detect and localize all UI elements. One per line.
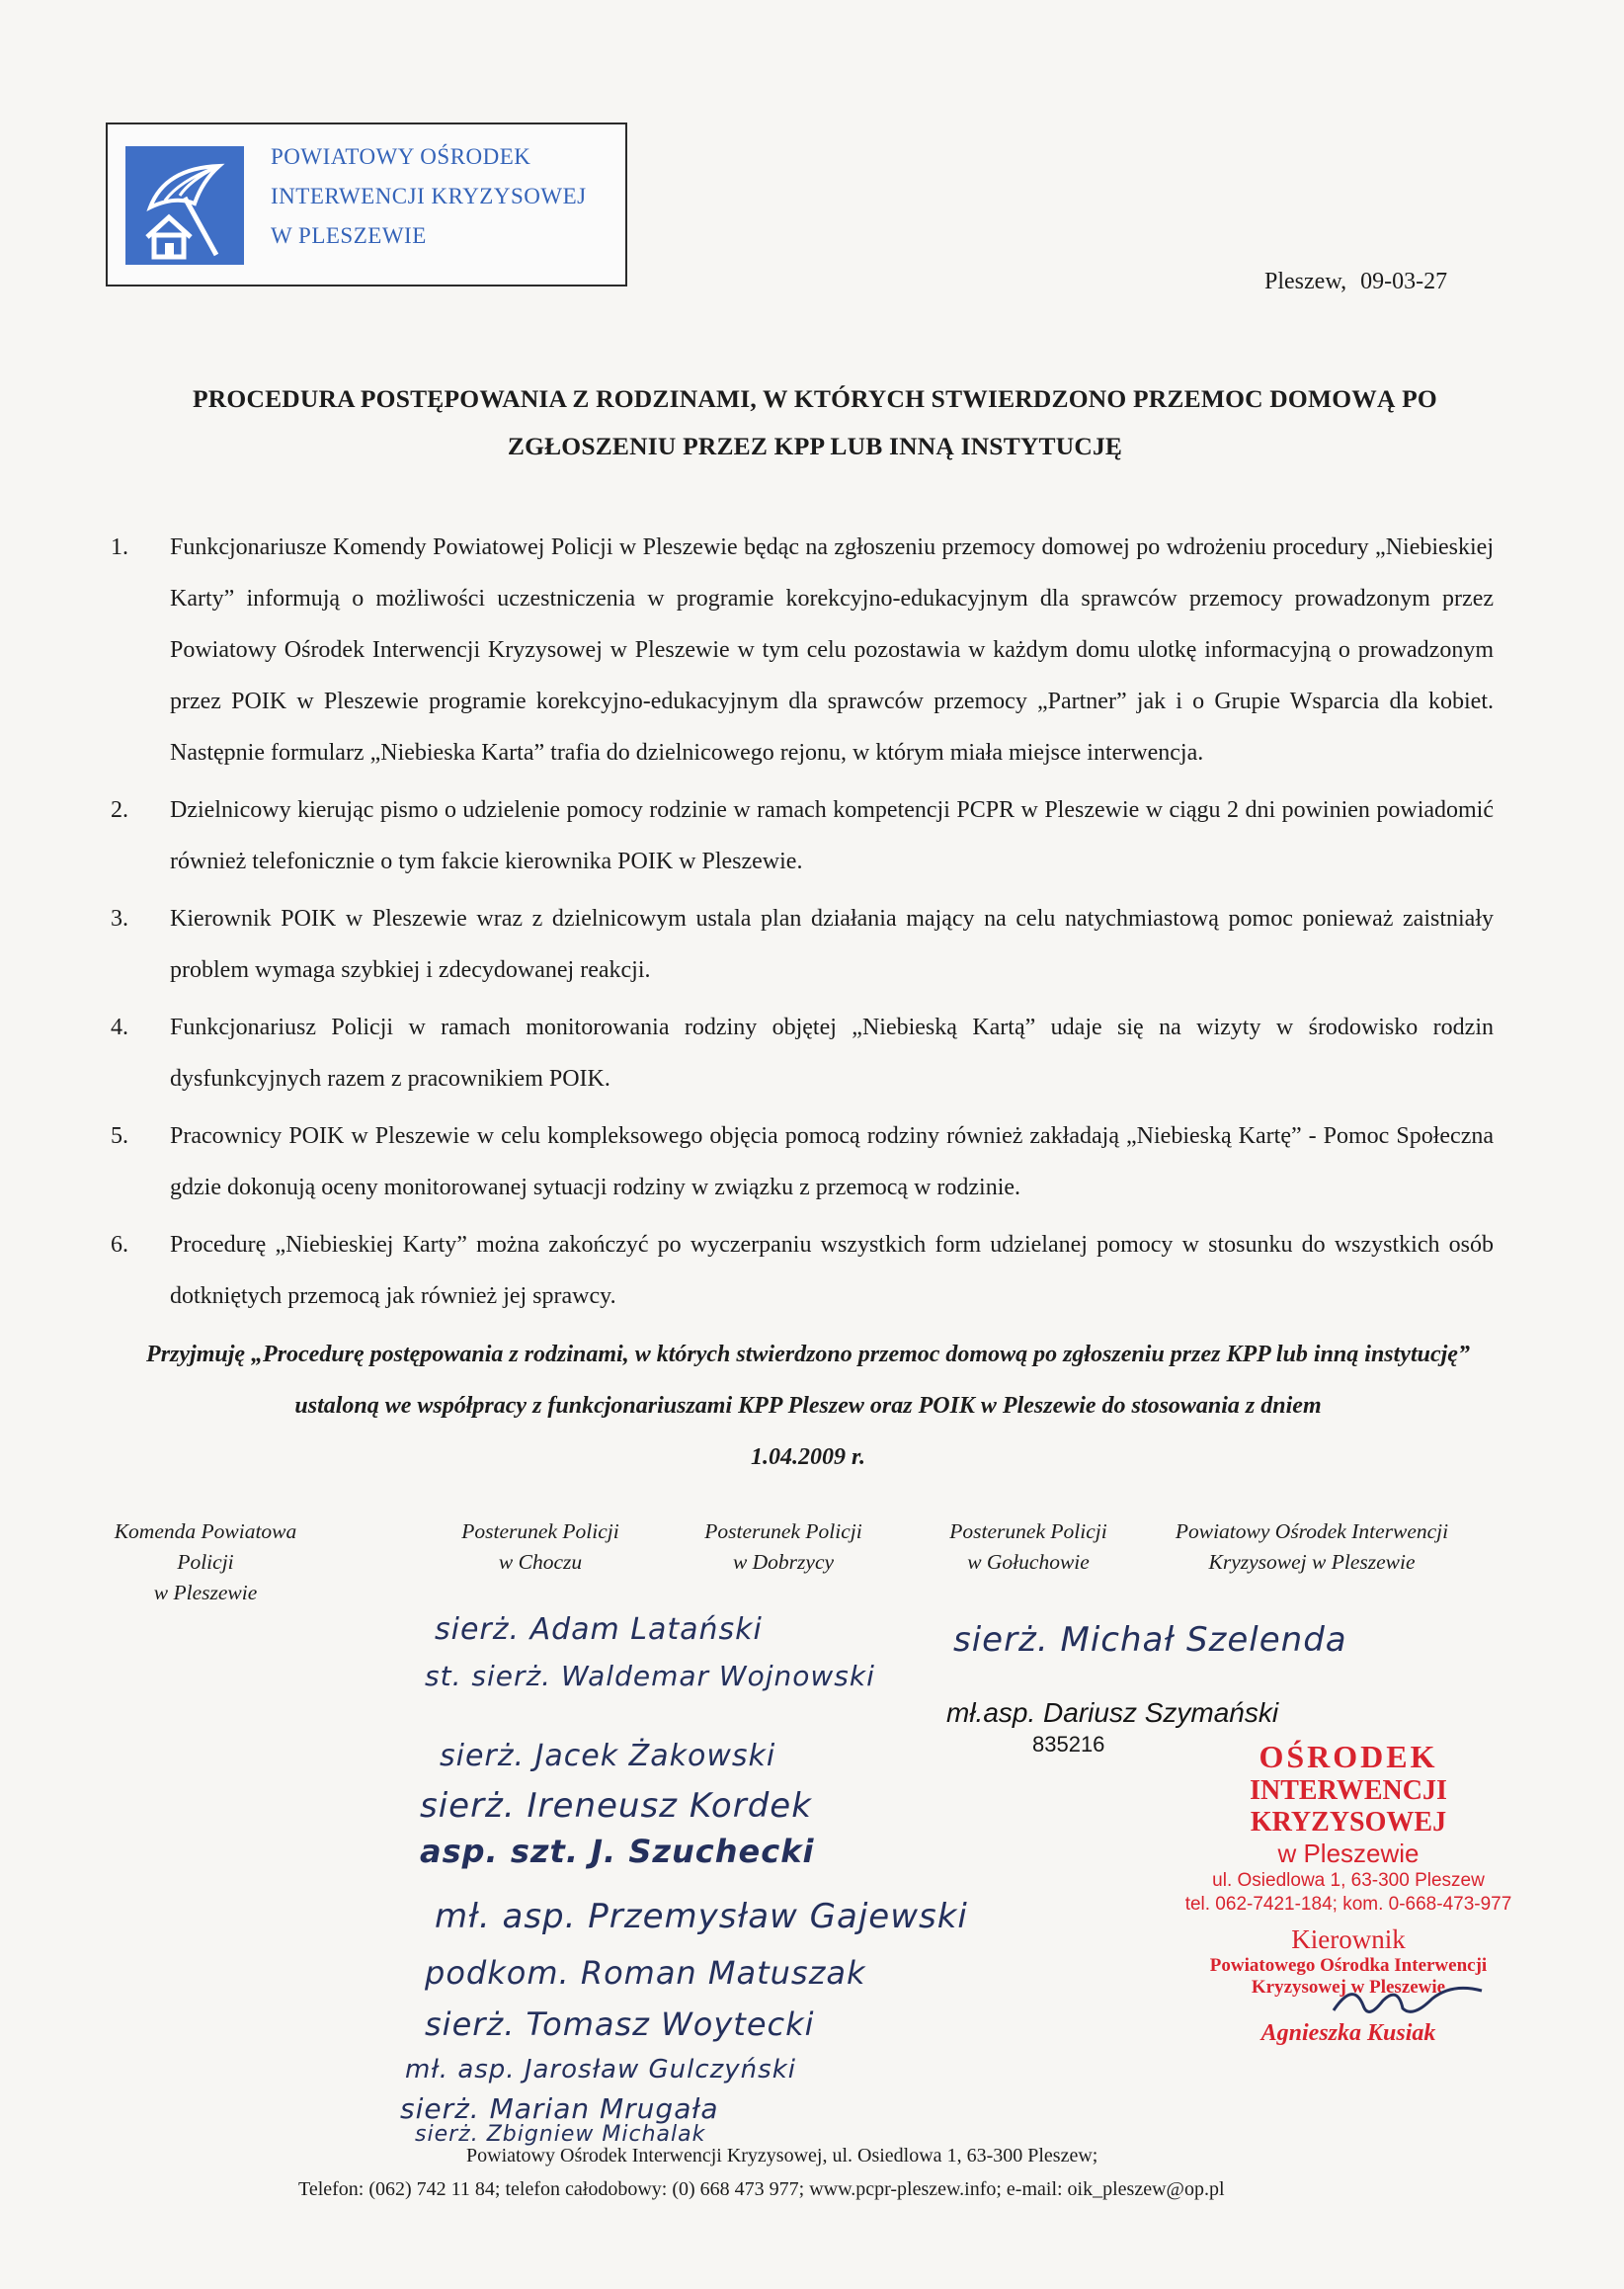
signature: podkom. Roman Matuszak bbox=[425, 1954, 866, 1992]
signature: mł. asp. Przemysław Gajewski bbox=[435, 1897, 968, 1936]
logo-text-line-3: W PLESZEWIE bbox=[271, 223, 427, 248]
institution-goluchow bbox=[934, 1516, 1122, 1578]
manager-name: Agnieszka Kusiak bbox=[1260, 2020, 1436, 2046]
logo-text-line-2: INTERWENCJI KRYZYSOWEJ bbox=[271, 184, 587, 208]
institution-chocz bbox=[447, 1516, 634, 1578]
logo-text-line-1: POWIATOWY OŚRODEK bbox=[271, 144, 531, 169]
signature: sierż. Marian Mrugała bbox=[400, 2092, 719, 2125]
list-item bbox=[111, 1219, 1494, 1322]
place-date bbox=[1264, 269, 1447, 295]
item-number: 3. bbox=[111, 906, 128, 932]
item-text: Funkcjonariusz Policji w ramach monitorowania rodziny objętej „Niebieską Kartą” udaje się na wizyty w środowisko rodzin dysfunkcyjnych razem z pracownikiem POIK. bbox=[170, 1015, 1494, 1092]
stamp-line: OŚRODEK bbox=[1259, 1739, 1438, 1774]
stamp-line: INTERWENCJI KRYZYSOWEJ bbox=[1250, 1775, 1447, 1838]
stamp-line: w Pleszewie bbox=[1277, 1839, 1420, 1868]
signature: mł. asp. Jarosław Gulczyński bbox=[405, 2055, 796, 2085]
list-item bbox=[111, 522, 1494, 778]
institution-line: w Pleszewie bbox=[153, 1581, 258, 1604]
manager-signature-icon bbox=[1324, 1971, 1492, 2030]
item-number: 1. bbox=[111, 534, 128, 560]
printed-name: mł.asp. Dariusz Szymański bbox=[946, 1697, 1279, 1728]
item-number: 4. bbox=[111, 1015, 128, 1040]
signature: sierż. Ireneusz Kordek bbox=[420, 1786, 812, 1826]
institution-line: Posterunek Policji bbox=[461, 1519, 619, 1543]
stamp-line: Powiatowego Ośrodka Interwencji bbox=[1209, 1955, 1488, 1976]
institution-line: Posterunek Policji bbox=[704, 1519, 862, 1543]
list-item bbox=[111, 893, 1494, 996]
list-item bbox=[111, 1110, 1494, 1213]
item-number: 5. bbox=[111, 1123, 128, 1149]
acceptance-statement bbox=[117, 1329, 1500, 1483]
item-text: Pracownicy POIK w Pleszewie w celu kompleksowego objęcia pomocą rodziny również zakładają „Niebieską Kartę” - Pomoc Społeczna gdzie dokonują oceny monitorowanej sytuacji rodziny w związku z przemocą w rodzinie. bbox=[170, 1123, 1494, 1200]
institution-line: Powiatowy Ośrodek Interwencji bbox=[1175, 1519, 1449, 1543]
institution-logo-header bbox=[106, 123, 627, 286]
acceptance-text: Przyjmuję „Procedurę postępowania z rodzinami, w których stwierdzono przemoc domową po zgłoszeniu przez KPP lub inną instytucję” ustaloną we współpracy z funkcjonariuszami KPP Pleszew oraz POIK w Pleszewie do stosowania z dniem bbox=[146, 1342, 1470, 1419]
item-number: 2. bbox=[111, 797, 128, 823]
institution-stamp bbox=[1166, 1739, 1531, 1917]
stamp-line: Kierownik bbox=[1291, 1924, 1406, 1954]
footer-contact: Telefon: (062) 742 11 84; telefon całodobowy: (0) 668 473 977; www.pcpr-pleszew.info; e-mail: oik_pleszew@op.pl bbox=[298, 2178, 1225, 2200]
signature: sierż. Jacek Żakowski bbox=[440, 1739, 776, 1773]
list-item bbox=[111, 1002, 1494, 1104]
signature: sierż. Michał Szelenda bbox=[953, 1620, 1347, 1660]
institution-line: w Dobrzycy bbox=[732, 1550, 835, 1574]
institution-line: w Choczu bbox=[498, 1550, 583, 1574]
item-text: Dzielnicowy kierując pismo o udzielenie pomocy rodzinie w ramach kompetencji PCPR w Pleszewie w ciągu 2 dni powinien powiadomić również telefonicznie o tym fakcie kierownika POIK w Pleszewie. bbox=[170, 797, 1494, 874]
item-text: Kierownik POIK w Pleszewie wraz z dzielnicowym ustala plan działania mający na celu natychmiastową pomoc ponieważ zaistniały problem wymaga szybkiej i zdecydowanej reakcji. bbox=[170, 906, 1494, 983]
institution-line: Komenda Powiatowa Policji bbox=[114, 1519, 297, 1574]
signature: sierż. Adam Latański bbox=[435, 1612, 763, 1647]
stamp-line: tel. 062-7421-184; kom. 0-668-473-977 bbox=[1184, 1894, 1512, 1915]
place: Pleszew, bbox=[1264, 269, 1347, 294]
signature: sierż. Tomasz Woytecki bbox=[425, 2005, 815, 2043]
document-title: PROCEDURA POSTĘPOWANIA Z RODZINAMI, W KTÓRYCH STWIERDZONO PRZEMOC DOMOWĄ PO ZGŁOSZENIU PRZEZ KPP LUB INNĄ INSTYTUCJĘ bbox=[193, 384, 1437, 460]
institutions-row bbox=[107, 1516, 1529, 1604]
institution-line: w Gołuchowie bbox=[967, 1550, 1090, 1574]
institution-dobrzyca bbox=[690, 1516, 877, 1578]
item-text: Funkcjonariusze Komendy Powiatowej Policji w Pleszewie będąc na zgłoszeniu przemocy domowej po wdrożeniu procedury „Niebieskiej Karty” informują o możliwości uczestniczenia w programie korekcyjno-edukacyjnym dla sprawców przemocy prowadzonym przez Powiatowy Ośrodek Interwencji Kryzysowej w Pleszewie w tym celu pozostawia w każdym domu ulotkę informacyjną o prowadzonym przez POIK w Pleszewie programie korekcyjno-edukacyjnym dla sprawców przemocy „Partner” jak i o Grupie Wsparcia dla kobiet. Następnie formularz „Niebieska Karta” trafia do dzielnicowego rejonu, w którym miała miejsce interwencja. bbox=[170, 534, 1494, 766]
institution-line: Posterunek Policji bbox=[949, 1519, 1107, 1543]
item-text: Procedurę „Niebieskiej Karty” można zakończyć po wyczerpaniu wszystkich form udzielanej pomocy w stosunku do wszystkich osób dotkniętych przemocą jak również jej sprawcy. bbox=[170, 1232, 1494, 1309]
stamp-line: Kryzysowej w Pleszewie bbox=[1251, 1977, 1446, 1998]
umbrella-house-icon bbox=[125, 146, 244, 265]
procedure-list bbox=[111, 522, 1494, 1328]
institution-poik bbox=[1164, 1516, 1460, 1578]
footer-address: Powiatowy Ośrodek Interwencji Kryzysowej, ul. Osiedlowa 1, 63-300 Pleszew; bbox=[466, 2145, 1098, 2166]
signature: sierż. Zbigniew Michalak bbox=[415, 2122, 706, 2147]
institution-kpp bbox=[107, 1516, 304, 1608]
signature: asp. szt. J. Szuchecki bbox=[420, 1833, 815, 1870]
institution-line: Kryzysowej w Pleszewie bbox=[1208, 1550, 1416, 1574]
item-number: 6. bbox=[111, 1232, 128, 1258]
stamp-line: ul. Osiedlowa 1, 63-300 Pleszew bbox=[1212, 1870, 1485, 1891]
list-item bbox=[111, 784, 1494, 887]
signature: st. sierż. Waldemar Wojnowski bbox=[425, 1660, 875, 1692]
printed-number: 835216 bbox=[1032, 1732, 1105, 1757]
acceptance-date: 1.04.2009 r. bbox=[750, 1444, 865, 1470]
document-date: 09-03-27 bbox=[1360, 269, 1448, 294]
